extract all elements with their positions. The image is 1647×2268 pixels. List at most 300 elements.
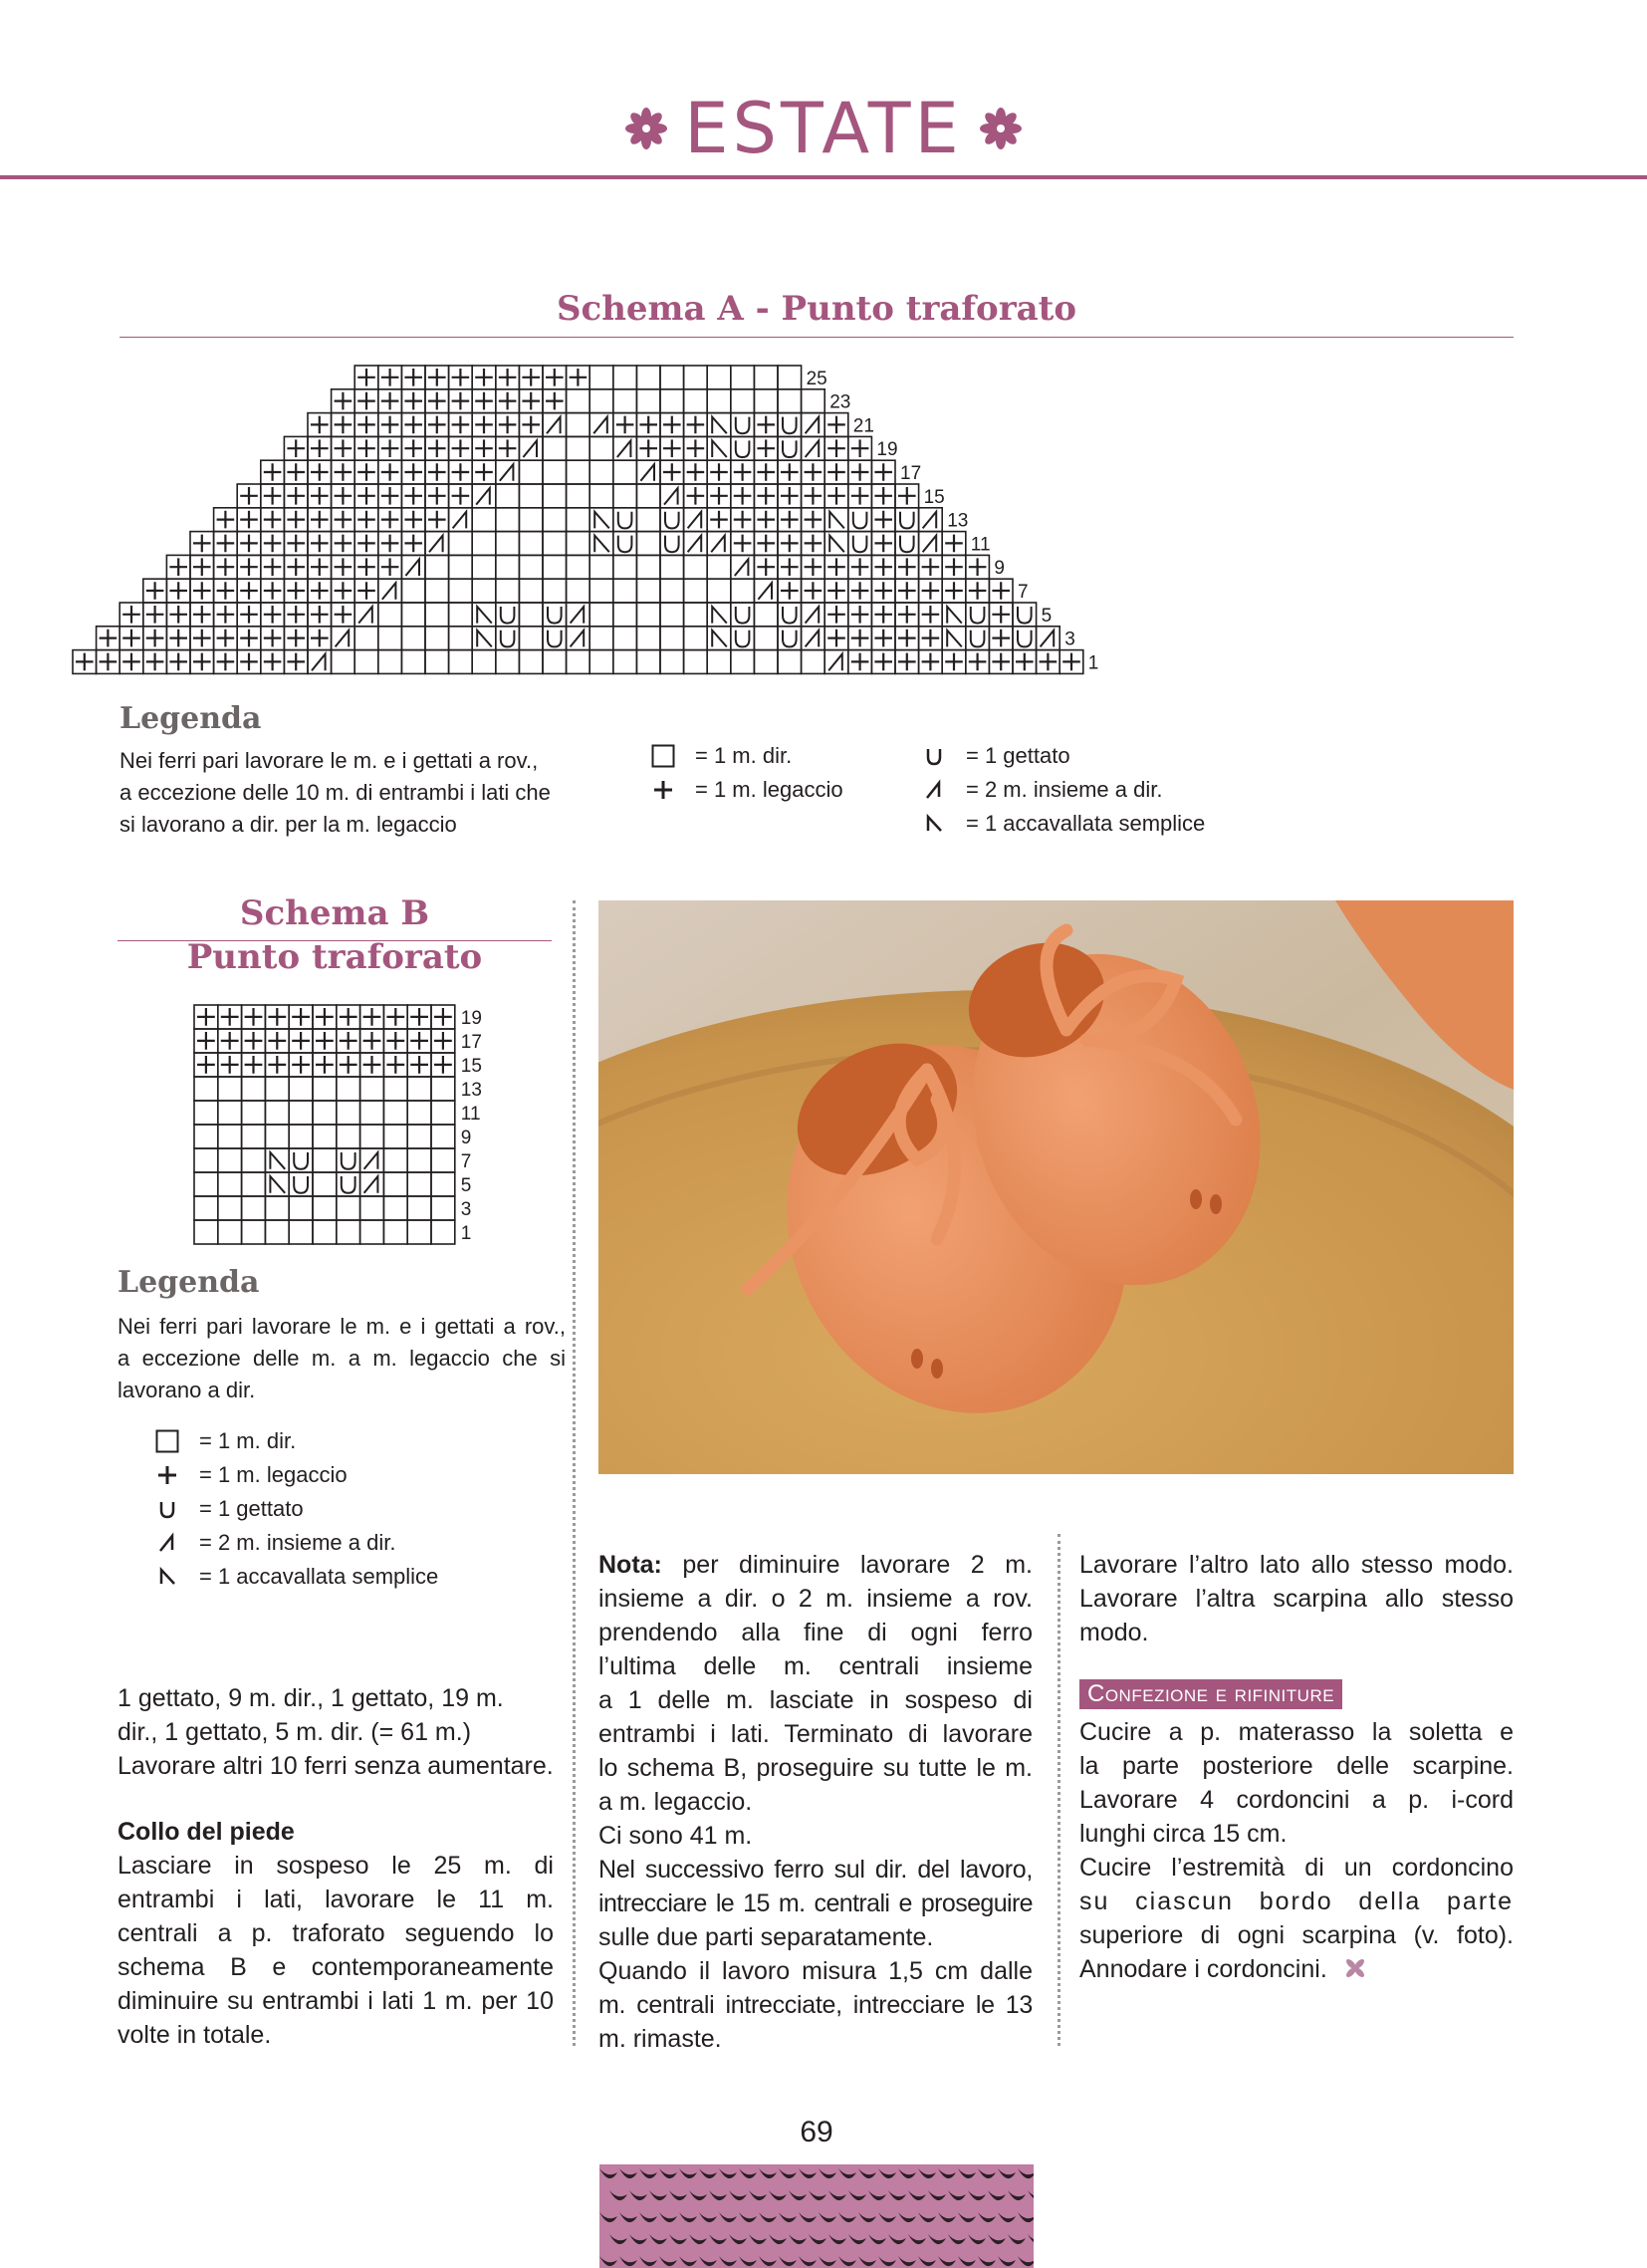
chart-cell: [265, 1196, 289, 1220]
chart-cell: [407, 1148, 431, 1172]
knit-square-icon: [149, 1429, 185, 1453]
chart-cell: [778, 650, 802, 674]
legend-item: [916, 807, 1205, 841]
legend-text: = 1 accavallata semplice: [199, 1564, 439, 1589]
plus-symbol: [874, 558, 892, 576]
plus-symbol: [805, 535, 823, 553]
text-line: Nel successivo ferro sul dir. del lavoro,: [598, 1856, 1033, 1884]
chart-cell: [589, 627, 613, 650]
chart-cell: [218, 1172, 242, 1196]
chart-cell: [778, 389, 802, 413]
plus-icon: [645, 778, 681, 802]
plus-symbol: [827, 606, 845, 624]
row-number: 13: [460, 1080, 482, 1101]
chart-cell: [589, 603, 613, 627]
nota-label: Nota:: [598, 1551, 662, 1579]
skpo-icon: [149, 1565, 185, 1589]
chart-cell: [431, 1148, 455, 1172]
chart-cell: [567, 508, 590, 532]
chart-cell: [313, 1172, 337, 1196]
chart-cell: [431, 1196, 455, 1220]
text-line: Cucire l’estremità di un cordoncino: [1079, 1854, 1514, 1882]
text-line: Ci sono 41 m.: [598, 1822, 753, 1850]
yarn-over-symbol: [853, 512, 867, 529]
chart-cell: [684, 579, 708, 603]
chart-cell: [194, 1172, 218, 1196]
plus-symbol: [292, 1008, 310, 1026]
chart-cell: [337, 1196, 360, 1220]
chart-cell: [636, 508, 660, 532]
text-line: dir., 1 gettato, 5 m. dir. (= 61 m.): [118, 1718, 472, 1746]
k2tog-symbol: [364, 1176, 378, 1193]
column-separator: [1058, 1534, 1060, 2046]
yarn-over-symbol: [783, 417, 797, 434]
chart-cell: [431, 1077, 455, 1101]
chart-cell: [567, 460, 590, 484]
chart-cell: [707, 366, 731, 389]
chart-cell: [660, 603, 684, 627]
row-number: 17: [460, 1032, 482, 1053]
legend-note-line: a eccezione delle 10 m. di entrambi i lati che: [119, 780, 551, 805]
chart-cell: [684, 555, 708, 579]
header-title-text: ESTATE: [684, 88, 963, 169]
yarn-over-symbol: [736, 417, 750, 434]
skpo-symbol: [594, 512, 609, 529]
row-number: 9: [994, 558, 1005, 580]
legend-item: [149, 1560, 438, 1594]
k2tog-symbol: [593, 417, 607, 434]
row-number: 7: [1018, 582, 1029, 603]
row-number: 1: [1087, 652, 1099, 674]
row-number: 5: [1041, 605, 1053, 627]
chart-cell: [218, 1077, 242, 1101]
yarn-over-symbol: [900, 536, 914, 553]
legend-text: = 1 m. legaccio: [695, 777, 843, 802]
k2tog-symbol: [735, 559, 749, 576]
plus-symbol: [781, 463, 799, 481]
yarn-over-symbol: [783, 630, 797, 647]
k2tog-icon: [149, 1531, 185, 1555]
plus-symbol: [827, 487, 845, 505]
plus-symbol: [827, 439, 845, 457]
plus-symbol: [805, 582, 823, 600]
plus-symbol: [245, 1008, 263, 1026]
yarn-over-symbol: [294, 1176, 308, 1193]
row-number: 23: [829, 391, 851, 413]
plus-symbol: [734, 511, 752, 529]
chart-cell: [242, 1220, 266, 1244]
chart-cell: [431, 1125, 455, 1148]
yarn-over-symbol: [736, 607, 750, 624]
legend-text: = 1 gettato: [199, 1496, 304, 1521]
plus-symbol: [268, 1056, 286, 1074]
chart-cell: [613, 603, 637, 627]
plus-symbol: [734, 535, 752, 553]
plus-symbol: [781, 511, 799, 529]
text-line: a m. legaccio.: [598, 1788, 753, 1816]
plus-symbol: [434, 1008, 452, 1026]
row-number: 11: [970, 534, 991, 556]
text-line: [1079, 1952, 1514, 1986]
plus-symbol: [663, 463, 681, 481]
legend-item: [645, 739, 843, 773]
chart-cell: [707, 579, 731, 603]
chart-cell: [242, 1101, 266, 1125]
text-line: entrambi i lati, lavorare le 11 m.: [118, 1886, 554, 1913]
chart-cell: [407, 1220, 431, 1244]
plus-symbol: [734, 463, 752, 481]
plus-symbol: [316, 1008, 334, 1026]
row-number: 21: [852, 415, 874, 437]
plus-symbol: [805, 558, 823, 576]
chart-cell: [660, 389, 684, 413]
chart-cell: [731, 366, 755, 389]
schema-a-legend-col2: [916, 739, 1205, 841]
chart-cell: [337, 1220, 360, 1244]
chart-cell: [589, 460, 613, 484]
confezione-heading: [1079, 1679, 1342, 1709]
plus-symbol: [827, 416, 845, 434]
chart-cell: [636, 579, 660, 603]
plus-symbol: [687, 416, 705, 434]
chart-cell: [589, 555, 613, 579]
chart-cell: [636, 389, 660, 413]
chart-cell: [754, 650, 778, 674]
yarn-over-symbol: [736, 440, 750, 457]
plus-symbol: [805, 511, 823, 529]
plus-symbol: [827, 463, 845, 481]
chart-cell: [313, 1148, 337, 1172]
chart-cell: [613, 460, 637, 484]
text-line: l’ultima delle m. centrali insieme: [598, 1652, 1033, 1680]
k2tog-symbol: [664, 488, 678, 505]
chart-cell: [731, 650, 755, 674]
text-line: intrecciare le 15 m. centrali e proseguire: [598, 1890, 1033, 1917]
yarn-over-icon: [149, 1497, 185, 1521]
chart-cell: [337, 1101, 360, 1125]
chart-cell: [567, 436, 590, 460]
chart-cell: [383, 1101, 407, 1125]
chart-cell: [194, 1077, 218, 1101]
plus-symbol: [757, 416, 775, 434]
chart-cell: [265, 1125, 289, 1148]
k2tog-symbol: [806, 607, 820, 624]
chart-cell: [194, 1220, 218, 1244]
plus-symbol: [734, 487, 752, 505]
plus-symbol: [757, 439, 775, 457]
plus-symbol: [898, 487, 916, 505]
chart-cell: [383, 1220, 407, 1244]
row-number: 13: [947, 510, 969, 532]
chart-cell: [754, 389, 778, 413]
plus-symbol: [969, 653, 987, 671]
plus-symbol: [292, 1032, 310, 1050]
text-line: centrali a p. traforato seguendo lo: [118, 1919, 554, 1947]
plus-symbol: [781, 535, 799, 553]
plus-symbol: [245, 1056, 263, 1074]
chart-cell: [242, 1148, 266, 1172]
skpo-symbol: [712, 607, 727, 624]
chart-cell: [684, 603, 708, 627]
chart-cell: [289, 1196, 313, 1220]
plus-symbol: [687, 487, 705, 505]
text-line: m. rimaste.: [598, 2025, 722, 2053]
skpo-symbol: [947, 607, 962, 624]
schema-a-legend-col1: [645, 739, 843, 807]
col1-intro: [118, 1681, 554, 1783]
text-span: Annodare i cordoncini.: [1079, 1955, 1327, 1983]
schema-b-subtitle: Punto traforato: [186, 937, 483, 977]
chart-cell: [265, 1077, 289, 1101]
chart-cell: [383, 1172, 407, 1196]
yarn-over-symbol: [971, 607, 985, 624]
plus-symbol: [851, 582, 869, 600]
text-line: entrambi i lati. Terminato di lavorare: [598, 1720, 1033, 1748]
chart-cell: [242, 1196, 266, 1220]
chart-cell: [589, 650, 613, 674]
legend-text: = 1 accavallata semplice: [966, 811, 1206, 836]
plus-symbol: [434, 1032, 452, 1050]
text-line: Lavorare l’altro lato allo stesso modo.: [1079, 1551, 1514, 1579]
plus-symbol: [851, 463, 869, 481]
chart-cell: [660, 366, 684, 389]
chart-cell: [802, 650, 825, 674]
chart-cell: [194, 1148, 218, 1172]
plus-symbol: [992, 653, 1010, 671]
legend-note-line: Nei ferri pari lavorare le m. e i gettati a rov.,: [118, 1314, 566, 1339]
chart-cell: [636, 603, 660, 627]
col3-intro: [1079, 1548, 1514, 1649]
chart-cell: [337, 1077, 360, 1101]
plus-symbol: [340, 1008, 357, 1026]
yarn-over-icon: [916, 744, 952, 768]
chart-cell: [360, 1125, 384, 1148]
plus-symbol: [434, 1056, 452, 1074]
plus-symbol: [316, 1056, 334, 1074]
plus-symbol: [1062, 653, 1080, 671]
legend-item: [916, 773, 1205, 807]
chart-cell: [660, 579, 684, 603]
yarn-over-symbol: [294, 1152, 308, 1169]
legend-text: = 2 m. insieme a dir.: [199, 1530, 396, 1555]
collo-del-piede-heading: Collo del piede: [118, 1818, 295, 1846]
plus-symbol: [687, 463, 705, 481]
plus-symbol: [221, 1056, 239, 1074]
plus-symbol: [639, 416, 657, 434]
text-line: superiore di ogni scarpina (v. foto).: [1079, 1921, 1514, 1949]
text-line: Lavorare l’altra scarpina allo stesso: [1079, 1585, 1514, 1613]
chart-cell: [289, 1077, 313, 1101]
plus-symbol: [197, 1056, 215, 1074]
chart-cell: [431, 1172, 455, 1196]
plus-symbol: [410, 1008, 428, 1026]
plus-symbol: [757, 487, 775, 505]
chart-cell: [589, 436, 613, 460]
text-line: la parte posteriore delle scarpine.: [1079, 1752, 1514, 1780]
plus-symbol: [570, 369, 588, 386]
chart-cell: [383, 1196, 407, 1220]
k2tog-symbol: [806, 630, 820, 647]
legend-note-line: lavorano a dir.: [118, 1378, 256, 1402]
row-number: 7: [460, 1151, 472, 1172]
skpo-symbol: [947, 630, 962, 647]
chart-cell: [567, 413, 590, 437]
yarn-over-symbol: [736, 630, 750, 647]
plus-symbol: [1016, 653, 1034, 671]
plus-symbol: [663, 439, 681, 457]
plus-symbol: [827, 630, 845, 647]
row-number: 3: [460, 1199, 472, 1220]
plus-symbol: [851, 439, 869, 457]
plus-symbol: [386, 1032, 404, 1050]
k2tog-symbol: [640, 464, 654, 481]
chart-cell: [242, 1125, 266, 1148]
k2tog-symbol: [364, 1152, 378, 1169]
footer-knit-texture: [599, 2164, 1034, 2268]
chart-cell: [265, 1101, 289, 1125]
chart-cell: [707, 389, 731, 413]
chart-cell: [660, 627, 684, 650]
plus-symbol: [363, 1032, 381, 1050]
chart-cell: [636, 555, 660, 579]
plus-symbol: [757, 558, 775, 576]
plus-symbol: [710, 511, 728, 529]
plus-symbol: [945, 535, 963, 553]
legend-item: [645, 773, 843, 807]
plus-symbol: [874, 487, 892, 505]
k2tog-symbol: [1041, 630, 1055, 647]
plus-symbol: [992, 630, 1010, 647]
chart-cell: [754, 627, 778, 650]
column-separator: [573, 900, 576, 2046]
chart-cell: [218, 1125, 242, 1148]
row-number: 19: [460, 1008, 482, 1029]
plus-symbol: [805, 487, 823, 505]
chart-cell: [660, 555, 684, 579]
booties-photo: [598, 900, 1514, 1474]
chart-cell: [567, 484, 590, 508]
chart-cell: [242, 1077, 266, 1101]
plus-symbol: [639, 439, 657, 457]
chart-cell: [636, 366, 660, 389]
legend-text: = 1 gettato: [966, 743, 1070, 768]
plus-symbol: [410, 1032, 428, 1050]
skpo-symbol: [829, 536, 844, 553]
chart-cell: [265, 1220, 289, 1244]
plus-symbol: [992, 606, 1010, 624]
row-number: 1: [460, 1223, 472, 1244]
plus-symbol: [898, 558, 916, 576]
confezione-heading-label: Confezione e rifiniture: [1079, 1679, 1342, 1709]
plus-symbol: [874, 606, 892, 624]
k2tog-symbol: [688, 536, 702, 553]
row-number: 11: [460, 1104, 481, 1125]
chart-cell: [567, 579, 590, 603]
legend-text: = 1 m. dir.: [695, 743, 793, 768]
text-span: per diminuire lavorare 2 m.: [661, 1551, 1033, 1579]
plus-symbol: [898, 653, 916, 671]
plus-symbol: [851, 630, 869, 647]
legend-item: [149, 1424, 438, 1458]
yarn-over-symbol: [342, 1152, 355, 1169]
chart-cell: [613, 627, 637, 650]
plus-symbol: [851, 487, 869, 505]
chart-cell: [754, 603, 778, 627]
legend-text: = 1 m. dir.: [199, 1428, 297, 1453]
chart-cell: [589, 366, 613, 389]
skpo-symbol: [712, 630, 727, 647]
legend-text: = 1 m. legaccio: [199, 1462, 348, 1487]
plus-symbol: [781, 487, 799, 505]
legend-item: [149, 1458, 438, 1492]
plus-symbol: [922, 558, 940, 576]
text-line: prendendo alla fine di ogni ferro: [598, 1619, 1033, 1646]
row-number: 15: [923, 486, 945, 508]
chart-cell: [613, 579, 637, 603]
skpo-icon: [916, 812, 952, 836]
k2tog-symbol: [688, 512, 702, 529]
plus-symbol: [268, 1008, 286, 1026]
yarn-over-symbol: [1018, 607, 1032, 624]
chart-cell: [337, 1125, 360, 1148]
chart-cell: [707, 555, 731, 579]
schema-a-title: Schema A - Punto traforato: [556, 289, 1077, 329]
row-number: 3: [1064, 629, 1075, 650]
plus-symbol: [827, 558, 845, 576]
plus-symbol: [757, 511, 775, 529]
text-line: modo.: [1079, 1619, 1149, 1646]
chart-cell: [407, 1077, 431, 1101]
plus-symbol: [922, 582, 940, 600]
legend-item: [149, 1492, 438, 1526]
chart-cell: [636, 650, 660, 674]
chart-cell: [567, 389, 590, 413]
schema-b-legend-note: [118, 1311, 566, 1406]
chart-cell: [567, 650, 590, 674]
chart-cell: [613, 484, 637, 508]
plus-symbol: [710, 487, 728, 505]
plus-symbol: [851, 653, 869, 671]
skpo-symbol: [829, 512, 844, 529]
plus-symbol: [316, 1032, 334, 1050]
schema-b-chart: [0, 0, 558, 1255]
plus-symbol: [969, 558, 987, 576]
legend-note-line: a eccezione delle m. a m. legaccio che si: [118, 1346, 566, 1371]
chart-cell: [313, 1101, 337, 1125]
chart-cell: [360, 1101, 384, 1125]
chart-cell: [636, 627, 660, 650]
text-line: su ciascun bordo della parte: [1079, 1888, 1514, 1915]
plus-symbol: [757, 535, 775, 553]
text-line: m. centrali intrecciate, intrecciare le 13: [598, 1991, 1033, 2019]
chart-cell: [684, 389, 708, 413]
chart-cell: [707, 650, 731, 674]
text-line: schema B e contemporaneamente: [118, 1953, 554, 1981]
text-line: 1 gettato, 9 m. dir., 1 gettato, 19 m.: [118, 1684, 504, 1712]
text-line: sulle due parti separatamente.: [598, 1923, 934, 1951]
legend-note-line: si lavorano a dir. per la m. legaccio: [119, 812, 457, 837]
plus-symbol: [386, 1056, 404, 1074]
plus-symbol: [781, 582, 799, 600]
row-number: 17: [900, 463, 922, 484]
plus-symbol: [340, 1032, 357, 1050]
k2tog-symbol: [806, 440, 820, 457]
chart-cell: [242, 1172, 266, 1196]
plus-symbol: [922, 653, 940, 671]
schema-b-title-line1: Schema B: [239, 893, 430, 933]
yarn-over-symbol: [971, 630, 985, 647]
chart-cell: [218, 1196, 242, 1220]
